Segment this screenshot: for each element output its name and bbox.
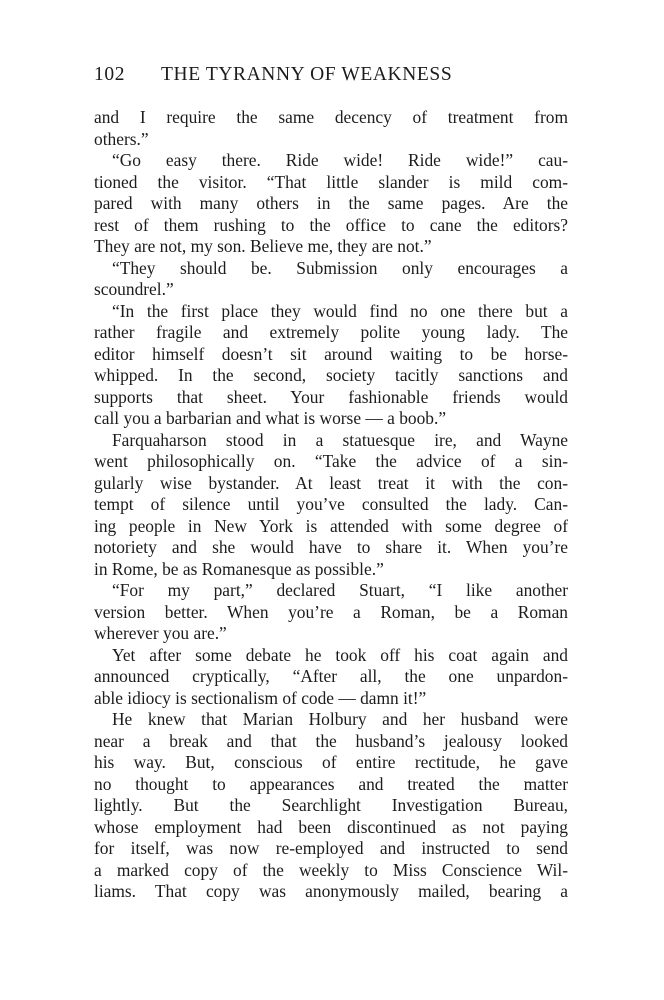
text-line: supports that sheet. Your fashionable friends would [94,386,568,407]
text-line: near a break and that the husband’s jealousy looked [94,730,568,751]
text-line: rest of them rushing to the office to cane the editors? [94,214,568,235]
text-line: announced cryptically, “After all, the one unpardon- [94,666,568,686]
text-line: rather fragile and extremely polite young lady. The [94,322,568,342]
text-line: version better. When you’re a Roman, be a Roman [94,601,568,622]
text-line: in Rome, be as Romanesque as possible.” [94,558,384,579]
text-line: “In the first place they would find no one there but a [112,300,568,321]
text-line: ing people in New York is attended with some degree of [94,515,568,536]
text-line: They are not, my son. Believe me, they are not.” [94,236,432,256]
text-line: gularly wise bystander. At least treat it with the con- [94,472,568,493]
text-line: tempt of silence until you’ve consulted the lady. Can- [94,494,568,514]
text-line: went philosophically on. “Take the advice of a sin- [94,451,568,471]
text-line: “For my part,” declared Stuart, “I like another [112,580,568,600]
page-header [94,64,568,90]
text-line: tioned the visitor. “That little slander is mild com- [94,171,568,192]
text-line: “They should be. Submission only encourages a [112,257,568,278]
text-line: pared with many others in the same pages. Are the [94,193,568,213]
text-line: no thought to appearances and treated the matter [94,773,568,794]
text-line: able idiocy is sectionalism of code — damn it!” [94,687,427,708]
text-line: liams. That copy was anonymously mailed, bearing a [94,881,568,901]
text-line: notoriety and she would have to share it. When you’re [94,537,568,557]
text-line: whose employment had been discontinued as not paying [94,816,568,837]
text-line: a marked copy of the weekly to Miss Conscience Wil- [94,859,568,880]
text-line: others.” [94,128,149,149]
page-number: 102 [94,64,126,85]
text-line: his way. But, conscious of entire rectitude, he gave [94,752,568,772]
text-line: He knew that Marian Holbury and her husband were [112,709,568,729]
text-line: wherever you are.” [94,623,227,643]
running-title: THE TYRANNY OF WEAKNESS [161,64,453,85]
text-line: for itself, was now re-employed and instructed to send [94,838,568,858]
text-line: Farquaharson stood in a statuesque ire, and Wayne [112,429,568,450]
text-line: lightly. But the Searchlight Investigation Bureau, [94,795,568,815]
text-line: whipped. In the second, society tacitly sanctions and [94,365,568,385]
body-text [94,107,568,903]
text-line: and I require the same decency of treatment from [94,107,568,127]
text-line: editor himself doesn’t sit around waiting to be horse- [94,343,568,364]
text-line: “Go easy there. Ride wide! Ride wide!” cau- [112,150,568,170]
text-line: call you a barbarian and what is worse — a boob.” [94,408,447,428]
text-line: scoundrel.” [94,279,174,299]
text-line: Yet after some debate he took off his coat again and [112,644,568,665]
